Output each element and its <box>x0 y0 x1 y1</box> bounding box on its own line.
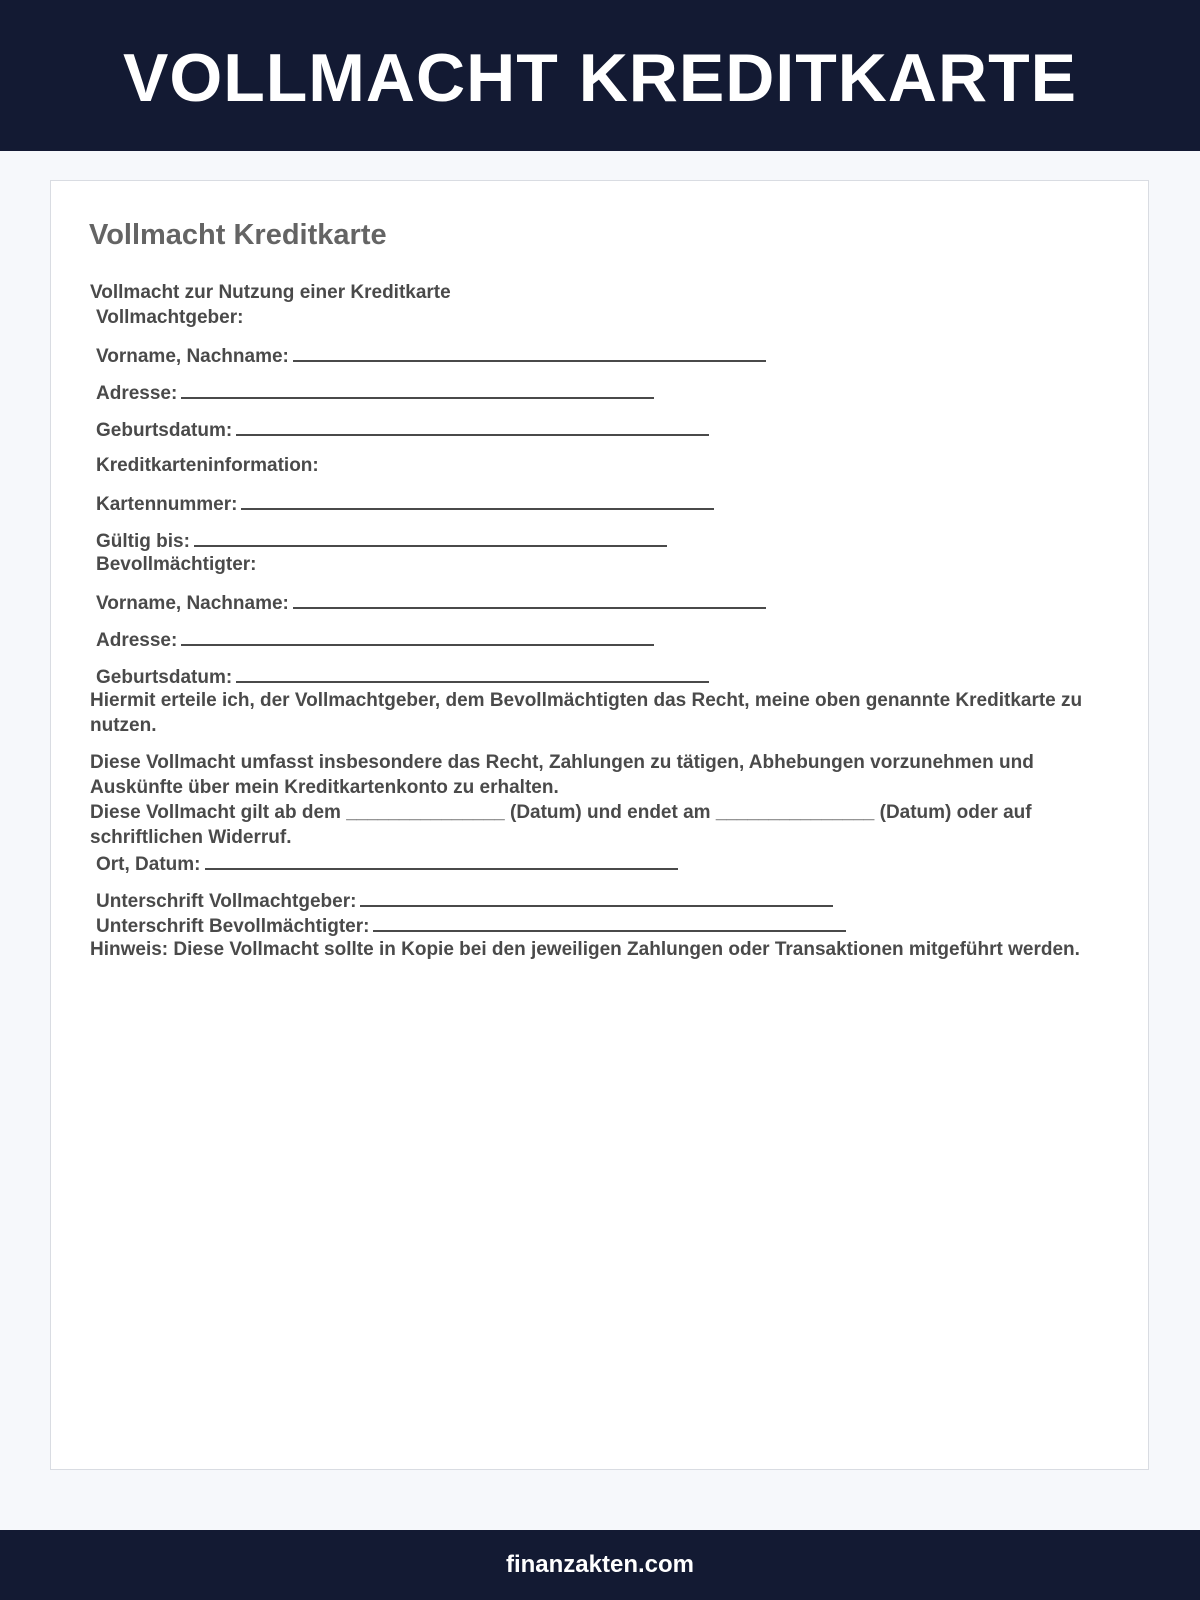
principal-birthdate-label: Geburtsdatum: <box>96 420 233 441</box>
agent-name-row <box>96 589 766 616</box>
page-footer <box>0 1530 1200 1600</box>
place-date-row <box>96 850 678 877</box>
signature-principal-label: Unterschrift Vollmachtgeber: <box>96 891 357 912</box>
card-number-field[interactable] <box>241 490 714 510</box>
card-section-label: Kreditkarteninformation: <box>96 455 319 476</box>
principal-name-row <box>96 342 766 369</box>
scope-paragraph: Diese Vollmacht umfasst insbesondere das Recht, Zahlungen zu tätigen, Abhebungen vorzunehmen und Auskünfte über mein Kreditkartenkonto zu erhalten. <box>90 752 1034 798</box>
document-title: Vollmacht Kreditkarte <box>89 219 387 251</box>
page-header <box>0 0 1200 151</box>
principal-address-row <box>96 379 654 406</box>
agent-name-label: Vorname, Nachname: <box>96 593 289 614</box>
agent-address-label: Adresse: <box>96 630 178 651</box>
validity-paragraph: Diese Vollmacht gilt ab dem _______________ (Datum) und endet am _______________ (Datum) oder auf schriftlichen Widerruf. <box>90 802 1032 848</box>
agent-birthdate-row <box>96 663 709 690</box>
agent-birthdate-label: Geburtsdatum: <box>96 667 233 688</box>
card-valid-label: Gültig bis: <box>96 531 190 552</box>
signature-agent-row <box>96 912 846 939</box>
principal-name-label: Vorname, Nachname: <box>96 346 289 367</box>
signature-agent-field[interactable] <box>373 912 846 932</box>
header-title: VOLLMACHT KREDITKARTE <box>122 39 1078 116</box>
place-date-field[interactable] <box>205 850 678 870</box>
signature-agent-label: Unterschrift Bevollmächtigter: <box>96 916 370 937</box>
footer-site-name: finanzakten.com <box>505 1551 695 1578</box>
principal-birthdate-field[interactable] <box>236 416 709 436</box>
principal-address-field[interactable] <box>181 379 654 399</box>
card-number-row <box>96 490 714 517</box>
signature-principal-row <box>96 887 833 914</box>
agent-name-field[interactable] <box>293 589 766 609</box>
card-valid-row <box>96 527 667 554</box>
agent-address-row <box>96 626 654 653</box>
card-valid-field[interactable] <box>194 527 667 547</box>
card-number-label: Kartennummer: <box>96 494 238 515</box>
principal-name-field[interactable] <box>293 342 766 362</box>
principal-section-label: Vollmachtgeber: <box>96 307 244 328</box>
principal-birthdate-row <box>96 416 709 443</box>
agent-section-label: Bevollmächtigter: <box>96 554 257 575</box>
grant-paragraph: Hiermit erteile ich, der Vollmachtgeber, dem Bevollmächtigten das Recht, meine oben genannte Kreditkarte zu nutzen. <box>90 690 1083 736</box>
signature-principal-field[interactable] <box>360 887 833 907</box>
document-heading: Vollmacht zur Nutzung einer Kreditkarte <box>90 282 451 303</box>
agent-address-field[interactable] <box>181 626 654 646</box>
principal-address-label: Adresse: <box>96 383 178 404</box>
agent-birthdate-field[interactable] <box>236 663 709 683</box>
note-paragraph: Hinweis: Diese Vollmacht sollte in Kopie bei den jeweiligen Zahlungen oder Transaktionen mitgeführt werden. <box>90 939 1080 960</box>
place-date-label: Ort, Datum: <box>96 854 201 875</box>
